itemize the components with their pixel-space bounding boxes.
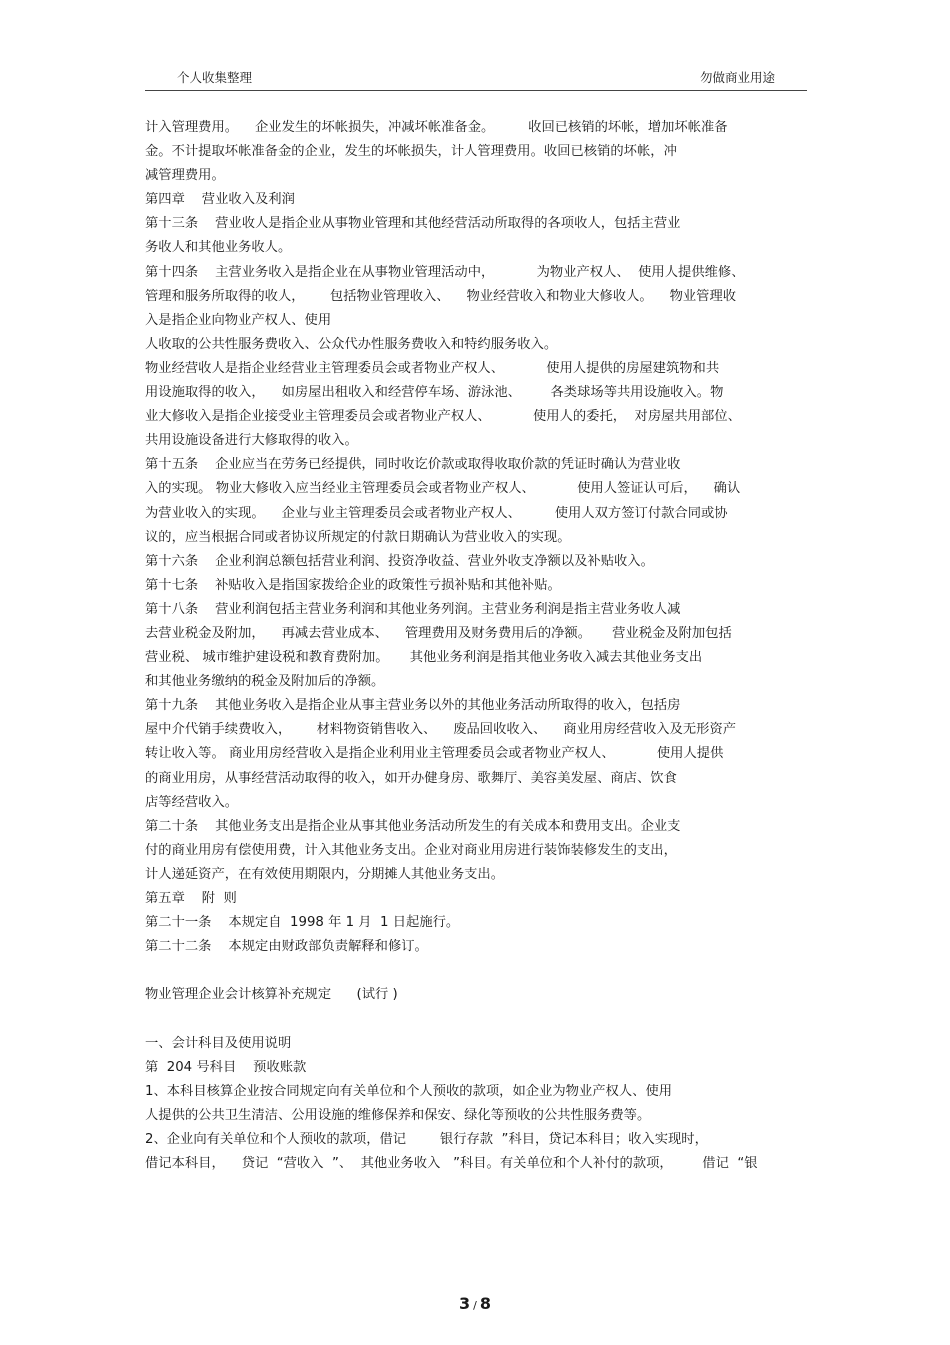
text-line: 入是指企业向物业产权人、使用 [145, 312, 332, 328]
page-current: 3 [459, 1294, 471, 1313]
header-left-text: 个人收集整理 [177, 70, 253, 85]
text-line: 务收人和其他业务收人。 [145, 240, 292, 256]
text-line: 第十九条 其他业务收入是指企业从事主营业务以外的其他业务活动所取得的收入，包括房 [145, 698, 681, 714]
text-line: 第五章 附 则 [145, 891, 237, 906]
text-line: 计入管理费用。 企业发生的坏帐损失，冲减坏帐准备金。 收回已核销的坏帐，增加坏帐准备 [145, 120, 728, 135]
blank-line [145, 1007, 810, 1031]
page-separator: / [473, 1299, 477, 1312]
page-number [0, 1294, 950, 1313]
text-line: 第十七条 补贴收入是指国家拨给企业的政策性亏损补贴和其他补贴。 [145, 577, 561, 593]
text-line: 为营业收入的实现。 企业与业主管理委员会或者物业产权人、 使用人双方签订付款合同或协 [145, 505, 728, 521]
header-right-text: 勿做商业用途 [699, 70, 775, 85]
text-line: 借记本科目， 贷记 “营收入 ”、 其他业务收入 ”科目。有关单位和个人补付的款项， 借记 “银 [145, 1156, 758, 1172]
text-line: 屋中介代销手续费收入， 材料物资销售收入、 废品回收收入、 商业用房经营收入及无形资产 [145, 722, 737, 738]
text-line: 物业管理企业会计核算补充规定 (试行 ) [145, 987, 398, 1003]
page-total: 8 [479, 1294, 491, 1313]
blank-line [145, 959, 810, 983]
text-line: 入的实现。 物业大修收入应当经业主管理委员会或者物业产权人、 使用人签证认可后， 确认 [145, 481, 741, 497]
text-line: 计人递延资产，在有效使用期限内，分期摊人其他业务支出。 [145, 866, 505, 882]
text-line: 第十五条 企业应当在劳务已经提供，同时收讫价款或取得收取价款的凭证时确认为营业收 [145, 457, 681, 473]
text-line: 第十三条 营业收人是指企业从事物业管理和其他经营活动所取得的各项收人，包括主营业 [145, 216, 681, 232]
document-body [145, 116, 810, 1176]
text-line: 和其他业务缴纳的税金及附加后的净额。 [145, 674, 385, 690]
text-line: 用设施取得的收入， 如房屋出租收入和经营停车场、游泳池、 各类球场等共用设施收入。物 [145, 385, 724, 401]
text-line: 第十六条 企业利润总额包括营业利润、投资净收益、营业外收支净额以及补贴收入。 [145, 553, 654, 569]
text-line: 第 204 号科目 预收账款 [145, 1059, 307, 1075]
text-line: 第二十条 其他业务支出是指企业从事其他业务活动所发生的有关成本和费用支出。企业支 [145, 818, 681, 834]
text-line: 业大修收入是指企业接受业主管理委员会或者物业产权人、 使用人的委托， 对房屋共用部位、 [145, 409, 741, 425]
text-line: 第十四条 主营业务收入是指企业在从事物业管理活动中， 为物业产权人、 使用人提供维修、 [145, 264, 745, 280]
text-line: 一、会计科目及使用说明 [145, 1035, 292, 1051]
text-line: 1、本科目核算企业按合同规定向有关单位和个人预收的款项，如企业为物业产权人、使用 [145, 1083, 673, 1099]
text-line: 第二十二条 本规定由财政部负责解释和修订。 [145, 939, 428, 955]
text-line: 人收取的公共性服务费收入、公众代办性服务费收入和特约服务收入。 [145, 336, 558, 352]
text-line: 管理和服务所取得的收人， 包括物业管理收入、 物业经营收入和物业大修收人。 物业管理收 [145, 288, 737, 304]
text-line: 店等经营收入。 [145, 794, 239, 810]
text-line: 第十八条 营业利润包括主营业务利润和其他业务列润。主营业务利润是指主营业务收人减 [145, 601, 681, 617]
text-line: 第四章 营业收入及利润 [145, 192, 295, 208]
text-line: 去营业税金及附加， 再减去营业成本、 管理费用及财务费用后的净额。 营业税金及附加包括 [145, 625, 732, 641]
text-line: 共用设施设备进行大修取得的收入。 [145, 433, 358, 449]
text-line: 营业税、 城市维护建设税和教育费附加。 其他业务利润是指其他业务收入减去其他业务支出 [145, 650, 703, 666]
text-line: 第二十一条 本规定自 1998 年 1 月 1 日起施行。 [145, 915, 460, 931]
text-line: 物业经营收人是指企业经营业主管理委员会或者物业产权人、 使用人提供的房屋建筑物和共 [145, 360, 720, 376]
text-line: 2、企业向有关单位和个人预收的款项，借记 银行存款 ”科目，贷记本科目；收入实现时， [145, 1131, 708, 1147]
text-line: 人提供的公共卫生清洁、公用设施的维修保养和保安、绿化等预收的公共性服务费等。 [145, 1107, 651, 1123]
text-line: 付的商业用房有偿使用费，计入其他业务支出。企业对商业用房进行装饰装修发生的支出， [145, 842, 677, 858]
text-line: 减管理费用。 [145, 168, 225, 184]
page-header [145, 66, 807, 91]
text-line: 转让收入等。 商业用房经营收入是指企业利用业主管理委员会或者物业产权人、 使用人提供 [145, 746, 724, 762]
text-line: 的商业用房，从事经营活动取得的收入，如开办健身房、歌舞厅、美容美发屋、商店、饮食 [145, 770, 677, 786]
text-line: 金。不计提取坏帐准备金的企业，发生的坏帐损失，计人管理费用。收回已核销的坏帐，冲 [145, 144, 677, 160]
text-line: 议的，应当根据合同或者协议所规定的付款日期确认为营业收入的实现。 [145, 529, 571, 545]
